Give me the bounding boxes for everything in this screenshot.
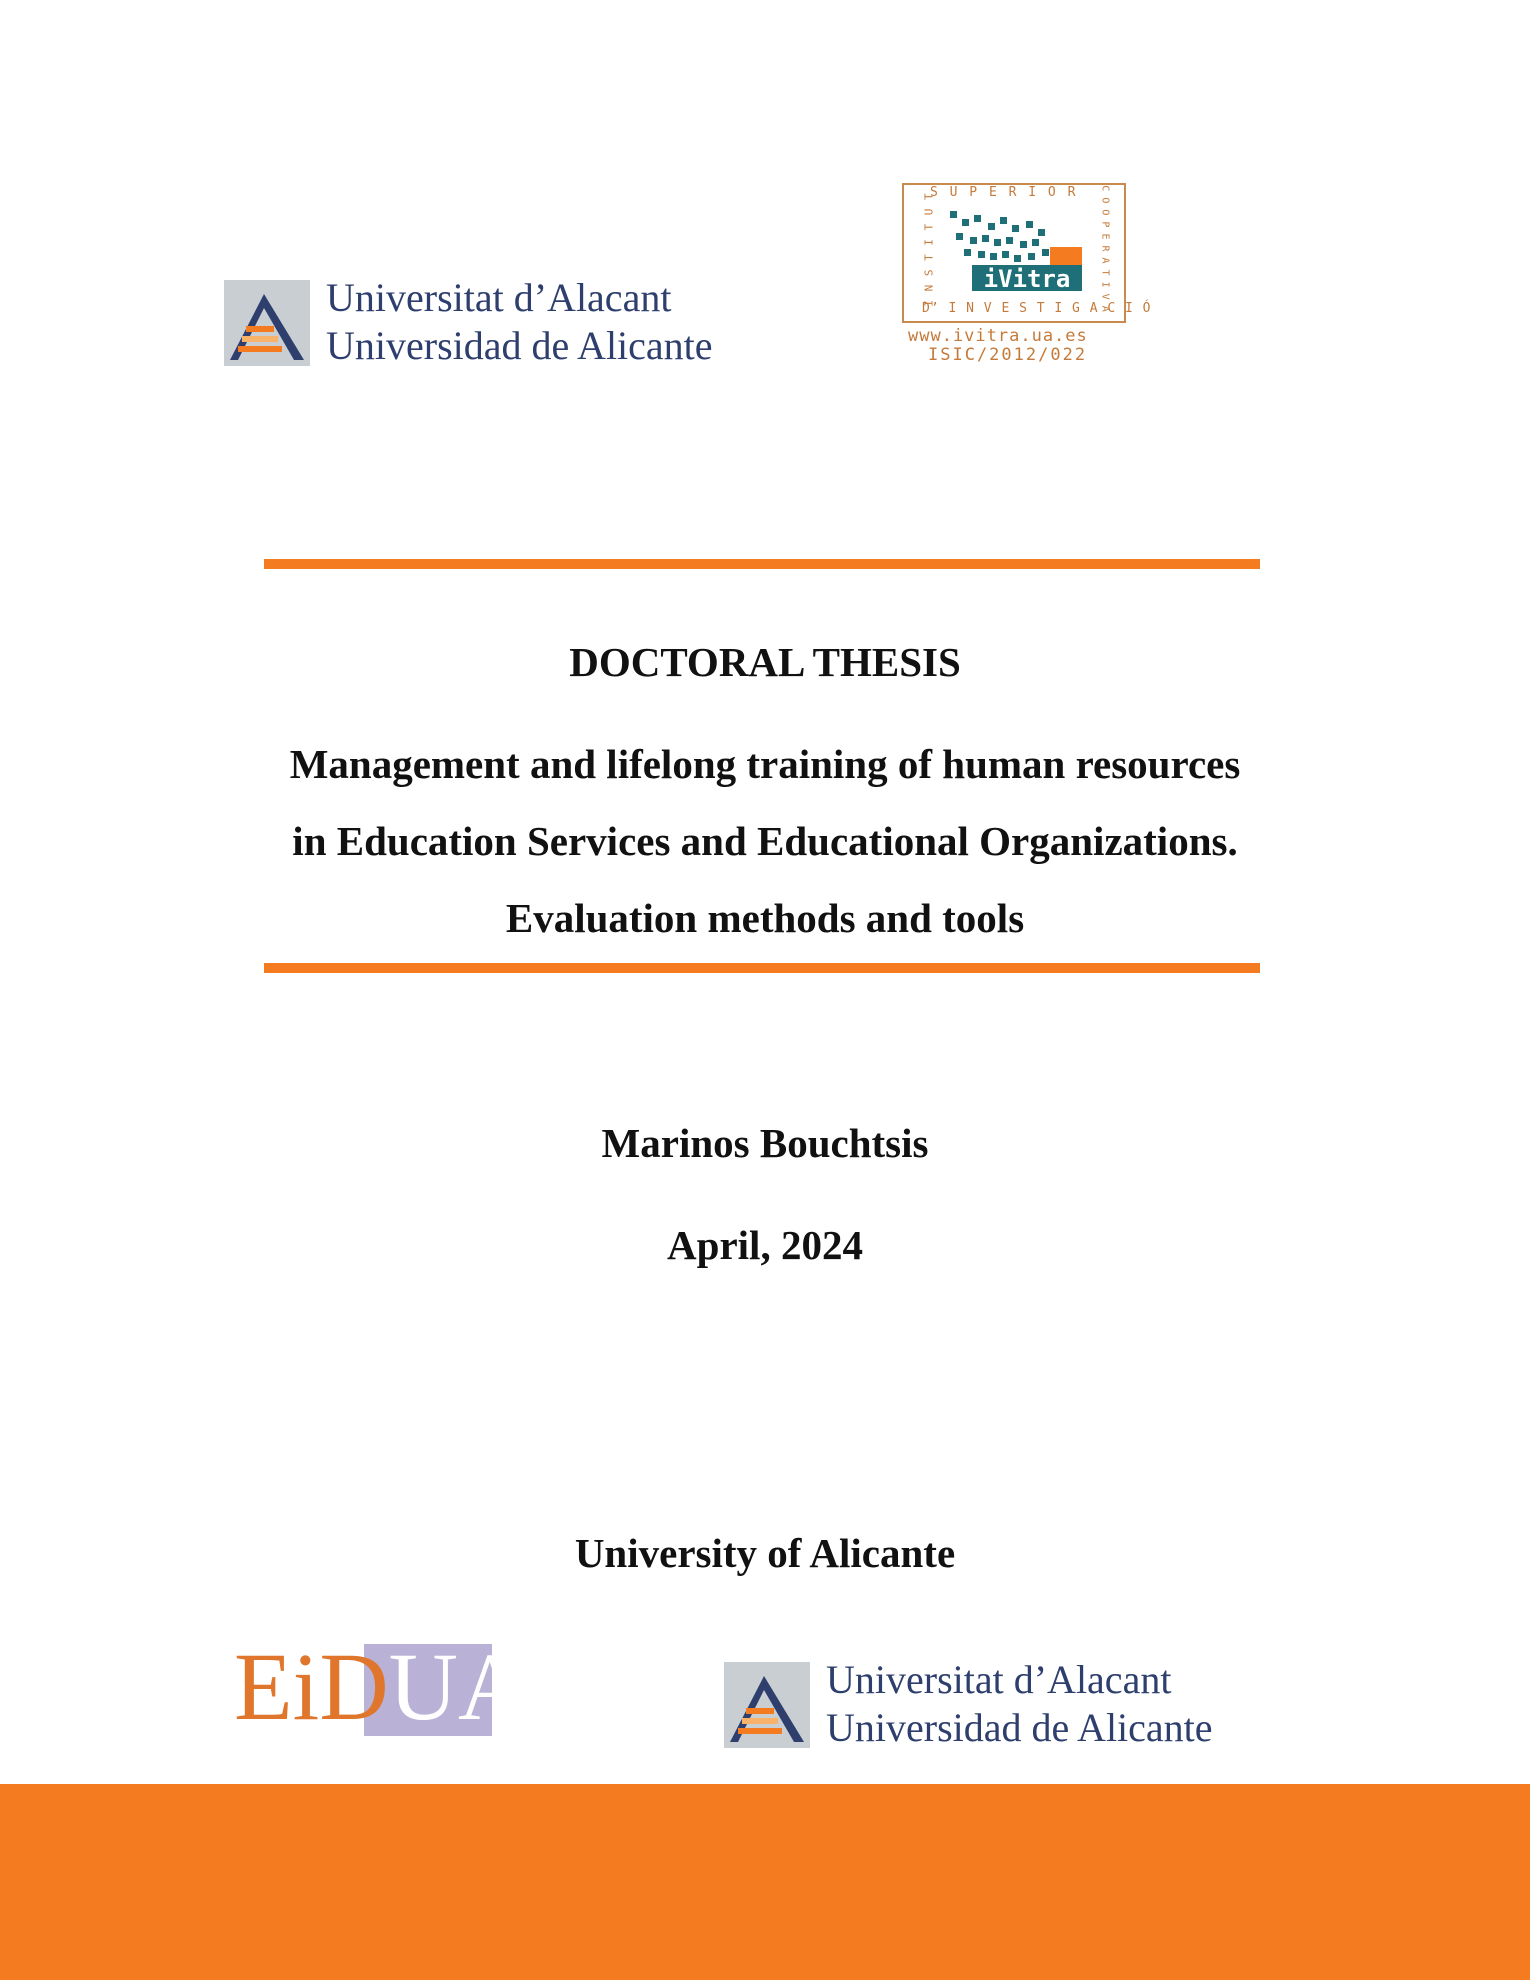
- eidua-logo: [234, 1633, 528, 1740]
- thesis-title-line-3: Evaluation methods and tools: [505, 895, 1025, 941]
- footer-band: [0, 1784, 1530, 1980]
- institution-name: University of Alicante: [574, 1530, 956, 1576]
- ua-name-spanish: Universidad de Alicante: [326, 323, 713, 368]
- document-type: DOCTORAL THESIS: [569, 639, 961, 685]
- ua-logo-top: [224, 276, 724, 372]
- ua-emblem-icon: [224, 280, 310, 366]
- ivitra-code: ISIC/2012/022: [928, 345, 1088, 365]
- ivitra-bottom-text: D’ I N V E S T I G A C I Ó: [922, 301, 1152, 316]
- ivitra-url: www.ivitra.ua.es: [908, 326, 1088, 346]
- ua-name-valencian: Universitat d’Alacant: [826, 1657, 1172, 1702]
- thesis-title-line-2: in Education Services and Educational Organizations.: [292, 818, 1238, 864]
- ua-name-spanish: Universidad de Alicante: [826, 1705, 1213, 1750]
- title-bottom-rule: [264, 963, 1260, 973]
- publication-date: April, 2024: [667, 1222, 863, 1268]
- author-name: Marinos Bouchtsis: [601, 1120, 929, 1166]
- eidua-wordmark: [234, 1632, 527, 1742]
- ivitra-left-text: I N S T I T U T: [922, 192, 936, 307]
- thesis-title-line-1: Management and lifelong training of human resources: [289, 741, 1241, 787]
- ivitra-brand-text: iVitra: [983, 265, 1071, 293]
- ua-name-valencian: Universitat d’Alacant: [326, 275, 672, 320]
- eidua-ei-text: Ei: [234, 1633, 320, 1740]
- title-top-rule: [264, 559, 1260, 569]
- eidua-ua-text: UA: [388, 1633, 528, 1740]
- eidua-d-text: D: [319, 1633, 389, 1740]
- ivitra-right-text: C O O P E R A T I V A: [1099, 185, 1111, 312]
- ivitra-logo: [902, 183, 1152, 365]
- ivitra-pixel-icon: [942, 207, 1092, 299]
- ivitra-top-text: S U P E R I O R: [930, 185, 1078, 200]
- ua-logo-bottom: [724, 1658, 1224, 1754]
- ua-emblem-icon: [724, 1662, 810, 1748]
